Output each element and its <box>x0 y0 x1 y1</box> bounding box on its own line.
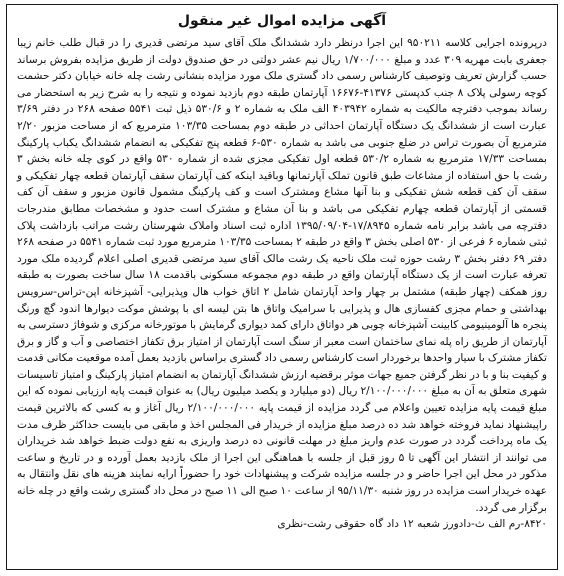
notice-signature: ۸۴۲۰-رم الف ث-دادورز شعبه ۱۲ داد گاه حقوقی رشت-نظری <box>277 518 547 531</box>
notice-body: درپرونده اجرایی کلاسه ۹۵۰۲۱۱ این اجرا درنظر دارد ششدانگ ملک آقای سید مرتضی قدیری را در قبال طلب خانم زیبا جعفری بابت مهریه ۳۰۹ عدد و مبلغ ۱/۷۰۰/۰۰۰ ریال نیم عشر دولتی در حق صندوق دولت از طریق مزایده بفروش برساند حسب گزارش تعریف وتوصیف کارشناس رسمی داد گستری ملک مورد مزایده بنشانی رشت چله خانه خیابان دکتر حشمت کوچه رسولی پلاک ۸ جنب کدپستی ۴۱۳۷۶-۱۶۶۷۶ آپارتمان طبقه دوم بازدید نموده و نتیجه را به شرح زیر به استحضار می رساند بموجب دفترچه مالکیت به شماره ۴۰۳۹۴۲ الف ملک به شماره ۲ و ۵۳۰/۶ ذیل ثبت ۵۵۴۱ صفحه ۲۶۸ در دفتر ۳/۶۹ عبارت است از ششدانگ یک دستگاه آپارتمان احداثی در طبقه دوم بمساحت ۱۰۳/۳۵ مترمربع که از مساحت مزبور ۲/۲۰ مترمربع آن بصورت تراس در ضلع جنوبی می باشد به شماره ۵۳۰-۶ قطعه پنج تفکیکی به انضمام ششدانگ یکباب پارکینگ بمساحت ۱۷/۳۳ مترمربع به شماره ۵۳۰/۲ قطعه اول تفکیکی مجزی شده از شماره ۵۳۰ واقع در کوی چله خانه بخش ۳ رشت با حق استفاده از مشاعات طبق قانون تملک آپارتمانها وباقید اینکه کف آپارتمان سقف آپارتمان قطعه چهار تفکیکی و سقف آن کف قطعه شش تفکیکی و بنا آنها مشاع ومشترک است و کف پارکینگ مشمول قانون مزبور و سقف آن کف قسمتی از آپارتمان قطعه چهارم تفکیکی می باشد و بنا آن مشاع و مشترک است حدود و مشخصات مطابق مندرجات دفترچه می باشد برابر نامه شماره ۱۷/۸۹۴۵-۱۳۹۵/۰۹/۰۴ اداره ثبت اسناد واملاک شهرستان رشت مراتب بازداشت پلاک ثبتی شماره ۶ فرعی از ۵۳۰ اصلی بخش ۳ واقع در طبقه ۲ بمساحت ۱۰۳/۳۵ مترمربع مورد ثبت شماره ۵۵۴۱ در صفحه ۲۶۸ دفتر ۶۹ دفتر بخش ۳ رشت حوزه ثبت ملک ناحیه یک رشت مالک آقای سید مرتضی قدیری اصلی اعلام گردیده ملک مورد تعرفه عبارت است از یک دستگاه آپارتمان واقع در طبقه دوم مجموعه مسکونی باقدمت ۱۸ سال ساخت بصورت به طبقه روز همکف (چهار طبقه) مشتمل بر چهار واحد آپارتمان شامل ۲ اتاق خواب هال وپذیرایی- آشپزخانه اپن-تراس-سرویس بهداشتی و حمام مجزی کفسازی هال و پذیرایی با سرامیک واتاق ها بتن لیسه ای با پوشش موکت دیوارها اندود گچ ورنگ پنجره ها آلومینیومی کابینت آشپزخانه چوبی هر دواتاق دارای کمد دیواری گرمایش با موتورخانه مرکزی و شوفاژ دسترسی به آپارتمان از طریق راه پله نمای ساختمان است معبر از سنگ است آپارتمان از امتیاز برق تکفاز اختصاصی و آب و گاز و برق تکفاز مشترک با سیار واحدها برخوردار است کارشناس رسمی داد گستری براساس بازدید بعمل آمده موقعیت مکانی قدمت و کیفیت بنا و با در نظر گرفتن جمیع جهات موثر برقضیه ارزش ششدانگ آپارتمان به انضمام امتیاز پارکینگ و امتیاز تاسیسات شهری متعلق به آن به مبلغ ۲/۱۰۰/۰۰۰/۰۰۰ ریال (دو میلیارد و یکصد میلیون ریال) به عنوان قیمت پایه ارزیابی نموده که این مبلغ قیمت پایه مزایده تعیین واعلام می گردد مزایده از قیمت پایه ۲/۱۰۰/۰۰۰/۰۰۰ ریال آغاز و به کسی که بالاترین قیمت راپیشنهاد نماید فروخته خواهد شد ده درصد مبلغ مزایده از خریدار فی المجلس اخذ و مابقی می بایست حداکثر ظرف مدت یک ماه پرداخت گردد در صورت عدم واریز مبلغ در مهلت قانونی ده درصد واریزی به نفع دولت ضبط خواهد شد خریداران می توانند از انتشار این آگهی تا ۵ روز قبل از جلسه با هماهنگی این اجرا از ملک بازدید بعمل آورده و در تاریخ و ساعت مذکور در محل این اجرا حاضر و در جلسه مزایده شرکت و پیشنهادات خود را حضوراً ارایه نمایند هزینه های نقل وانتقال به عهده خریدار است مزایده در روز شنبه ۹۵/۱۱/۳۰ از ساعت ۱۰ صبح الی ۱۱ صبح در محل داد گستری رشت واقع در چله خانه برگزار می گردد. <box>17 37 548 514</box>
auction-notice <box>6 4 558 570</box>
notice-title: آگهی مزایده اموال غیر منقول <box>177 13 387 29</box>
